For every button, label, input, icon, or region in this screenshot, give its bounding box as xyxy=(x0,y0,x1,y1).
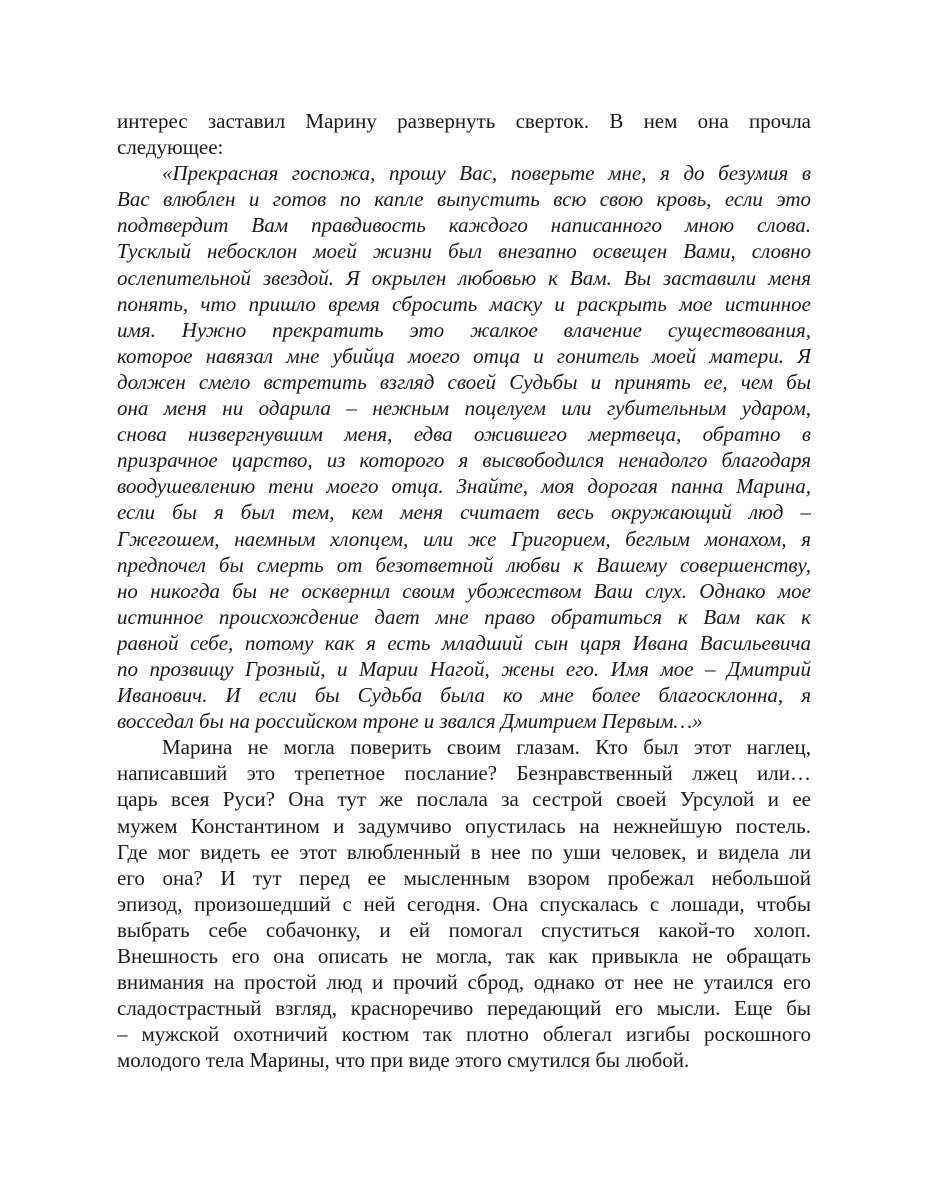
text-line: Марина не могла поверить своим глазам. Кто был этот наглец, xyxy=(162,735,811,760)
text-line: которое навязал мне убийца моего отца и гонитель моей матери. Я xyxy=(117,343,811,368)
text-line: интерес заставил Марину развернуть сверток. В нем она прочла xyxy=(117,109,811,133)
text-line: его она? И тут перед ее мысленным взором пробежал небольшой xyxy=(117,865,811,890)
text-line: сладострастный взгляд, красноречиво передающий его мысли. Еще бы xyxy=(117,996,811,1021)
text-line: молодого тела Марины, что при виде этого смутился бы любой. xyxy=(117,1048,690,1073)
text-line: истинное происхождение дает мне право обратиться к Вам как к xyxy=(117,604,811,629)
text-line: если бы я был тем, кем меня считает весь окружающий люд – xyxy=(117,500,811,525)
text-line: подтвердит Вам правдивость каждого написанного мною слова. xyxy=(117,213,811,238)
text-line: Иванович. И если бы Судьба была ко мне более благосклонна, я xyxy=(117,683,811,708)
text-line: Тусклый небосклон моей жизни был внезапно освещен Вами, словно xyxy=(117,239,811,264)
text-line: Гжегошем, наемным хлопцем, или же Григорием, беглым монахом, я xyxy=(117,526,811,551)
text-line: ослепительной звездой. Я окрылен любовью к Вам. Вы заставили меня xyxy=(117,265,811,290)
text-line: воодушевлению тени моего отца. Знайте, моя дорогая панна Марина, xyxy=(117,474,811,499)
text-line: восседал бы на российском троне и звался Дмитрием Первым…» xyxy=(117,709,703,734)
text-line: эпизод, произошедший с ней сегодня. Она спускалась с лошади, чтобы xyxy=(117,891,811,916)
text-line: мужем Константином и задумчиво опустилась на нежнейшую постель. xyxy=(117,813,811,838)
paragraph-intro xyxy=(117,108,811,160)
text-line: но никогда бы не осквернил своим убожеством Ваш слух. Однако мое xyxy=(117,578,811,603)
document-page xyxy=(117,108,811,1073)
text-line: предпочел бы смерть от безответной любви к Вашему совершенству, xyxy=(117,552,811,577)
text-line: Вас влюблен и готов по капле выпустить всю свою кровь, если это xyxy=(117,187,811,212)
text-line: по прозвищу Грозный, и Марии Нагой, жены его. Имя мое – Дмитрий xyxy=(117,656,811,681)
text-line: – мужской охотничий костюм так плотно облегал изгибы роскошного xyxy=(117,1022,811,1047)
text-line: Внешность его она описать не могла, так как привыкла не обращать xyxy=(117,944,811,968)
text-line: внимания на простой люд и прочий сброд, однако от нее не утаился его xyxy=(117,970,811,995)
paragraph-letter xyxy=(117,160,811,734)
text-line: имя. Нужно прекратить это жалкое влачение существования, xyxy=(117,317,811,342)
text-line: снова низвергнувшим меня, едва ожившего мертвеца, обратно в xyxy=(117,422,811,447)
text-line: понять, что пришло время сбросить маску и раскрыть мое истинное xyxy=(117,291,811,316)
text-line: выбрать себе собачонку, и ей помогал спуститься какой-то холоп. xyxy=(117,917,811,942)
paragraph-marina xyxy=(117,734,811,1073)
text-line: призрачное царство, из которого я высвободился ненадолго благодаря xyxy=(117,448,811,473)
text-line: должен смело встретить взгляд своей Судьбы и принять ее, чем бы xyxy=(117,369,811,394)
text-line: царь всея Руси? Она тут же послала за сестрой своей Урсулой и ее xyxy=(117,787,811,812)
text-line: следующее: xyxy=(117,135,224,160)
text-line: написавший это трепетное послание? Безнравственный лжец или… xyxy=(117,761,811,786)
text-line: она меня ни одарила – нежным поцелуем или губительным ударом, xyxy=(117,396,811,421)
text-line: Где мог видеть ее этот влюбленный в нее по уши человек, и видела ли xyxy=(117,839,811,864)
text-line: равной себе, потому как я есть младший сын царя Ивана Васильевича xyxy=(117,630,811,655)
text-line: «Прекрасная госпожа, прошу Вас, поверьте мне, я до безумия в xyxy=(162,161,811,186)
